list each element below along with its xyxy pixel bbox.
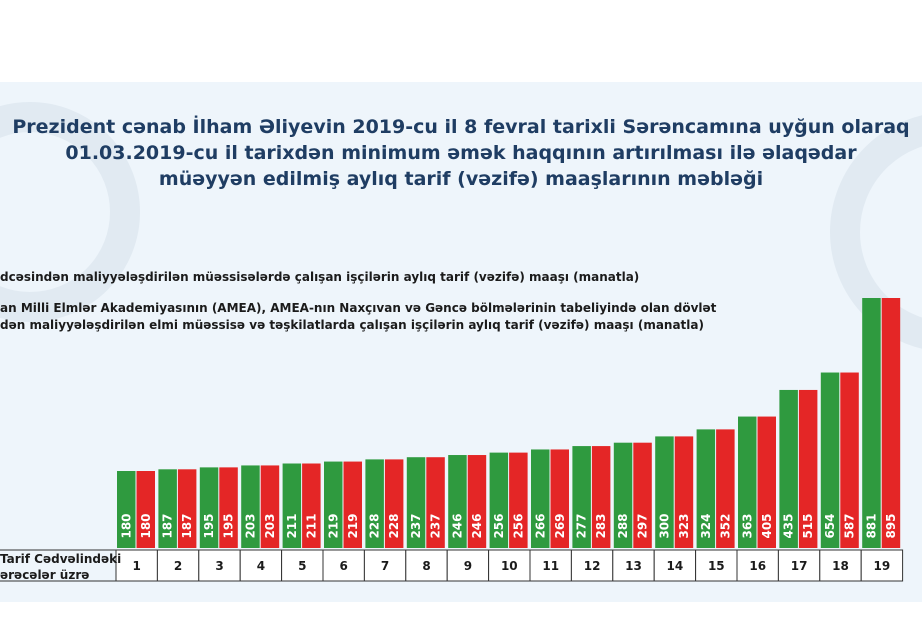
category-label-8: 8 <box>422 559 431 573</box>
value-label-series-1-10: 256 <box>491 513 506 539</box>
value-label-series-1-1: 180 <box>119 513 134 539</box>
legend-series-2-line-2: dən maliyyələşdirilən elmi müəssisə və təşkilatlarda çalışan işçilərin aylıq tarif (vəzifə) maaşı (manatla) <box>0 318 704 332</box>
value-label-series-2-5: 211 <box>304 513 319 539</box>
category-label-7: 7 <box>380 559 390 573</box>
category-label-4: 4 <box>256 559 266 573</box>
value-label-series-1-4: 203 <box>243 513 258 539</box>
value-label-series-1-8: 237 <box>409 513 424 539</box>
value-label-series-2-17: 515 <box>801 513 816 539</box>
category-label-1: 1 <box>132 559 141 573</box>
title-line-2: 01.03.2019-cu il tarixdən minimum əmək haqqının artırılması ilə əlaqədar <box>65 142 857 164</box>
value-label-series-2-10: 256 <box>511 513 526 539</box>
category-label-18: 18 <box>832 559 849 573</box>
category-label-10: 10 <box>500 559 518 573</box>
category-label-15: 15 <box>707 559 725 573</box>
value-label-series-2-12: 283 <box>594 513 609 539</box>
value-label-series-1-16: 363 <box>740 513 755 539</box>
value-label-series-2-1: 180 <box>138 513 153 539</box>
category-label-9: 9 <box>463 559 473 573</box>
legend-series-2-line-1: an Milli Elmlər Akademiyasının (AMEA), AMEA-nın Naxçıvan və Gəncə bölmələrinin tabeliyində olan dövlət <box>0 301 717 315</box>
value-label-series-1-15: 324 <box>698 513 713 539</box>
value-label-series-1-14: 300 <box>657 513 672 539</box>
value-label-series-2-15: 352 <box>718 513 733 539</box>
category-label-3: 3 <box>215 559 224 573</box>
value-label-series-1-13: 288 <box>616 513 631 539</box>
value-label-series-1-19: 881 <box>864 513 879 539</box>
value-label-series-2-16: 405 <box>759 513 774 539</box>
x-axis-label-line-2: ərəcələr üzrə <box>0 568 90 582</box>
value-label-series-2-3: 195 <box>221 513 236 539</box>
value-label-series-2-19: 895 <box>883 513 898 539</box>
value-label-series-1-9: 246 <box>450 513 465 539</box>
category-label-14: 14 <box>666 559 684 573</box>
value-label-series-2-6: 219 <box>345 513 360 539</box>
value-label-series-1-3: 195 <box>202 513 217 539</box>
category-label-11: 11 <box>542 559 560 573</box>
value-label-series-1-5: 211 <box>284 513 299 539</box>
category-label-12: 12 <box>583 559 601 573</box>
value-label-series-2-14: 323 <box>676 513 691 539</box>
value-label-series-2-2: 187 <box>180 513 195 539</box>
value-label-series-1-12: 277 <box>574 513 589 539</box>
category-label-2: 2 <box>173 559 183 573</box>
value-label-series-1-11: 266 <box>533 513 548 539</box>
value-label-series-2-18: 587 <box>842 513 857 539</box>
value-label-series-2-13: 297 <box>635 513 650 539</box>
value-label-series-2-11: 269 <box>552 513 567 539</box>
value-label-series-1-7: 228 <box>367 513 382 539</box>
legend-series-1: dcəsindən maliyyələşdirilən müəssisələrdə çalışan işçilərin aylıq tarif (vəzifə) maaşı (manatla) <box>0 270 640 284</box>
value-label-series-2-7: 228 <box>387 513 402 539</box>
bar-series-2-19 <box>882 298 901 548</box>
category-label-6: 6 <box>339 559 348 573</box>
value-label-series-2-8: 237 <box>428 513 443 539</box>
value-label-series-1-17: 435 <box>781 513 796 539</box>
value-label-series-2-9: 246 <box>469 513 484 539</box>
category-label-17: 17 <box>790 559 808 573</box>
value-label-series-2-4: 203 <box>262 513 277 539</box>
x-axis-label-line-1: Tarif Cədvəlindəki <box>0 552 122 566</box>
value-label-series-1-18: 654 <box>823 513 838 539</box>
title-line-1: Prezident cənab İlham Əliyevin 2019-cu il 8 fevral tarixli Sərəncamına uyğun olaraq <box>12 116 910 138</box>
value-label-series-1-2: 187 <box>160 513 175 539</box>
category-label-5: 5 <box>298 559 307 573</box>
category-label-19: 19 <box>873 559 891 573</box>
title-line-3: müəyyən edilmiş aylıq tarif (vəzifə) maaşlarının məbləği <box>158 168 764 190</box>
category-label-16: 16 <box>749 559 767 573</box>
category-label-13: 13 <box>625 559 642 573</box>
bar-series-1-19 <box>862 298 881 548</box>
value-label-series-1-6: 219 <box>326 513 341 539</box>
